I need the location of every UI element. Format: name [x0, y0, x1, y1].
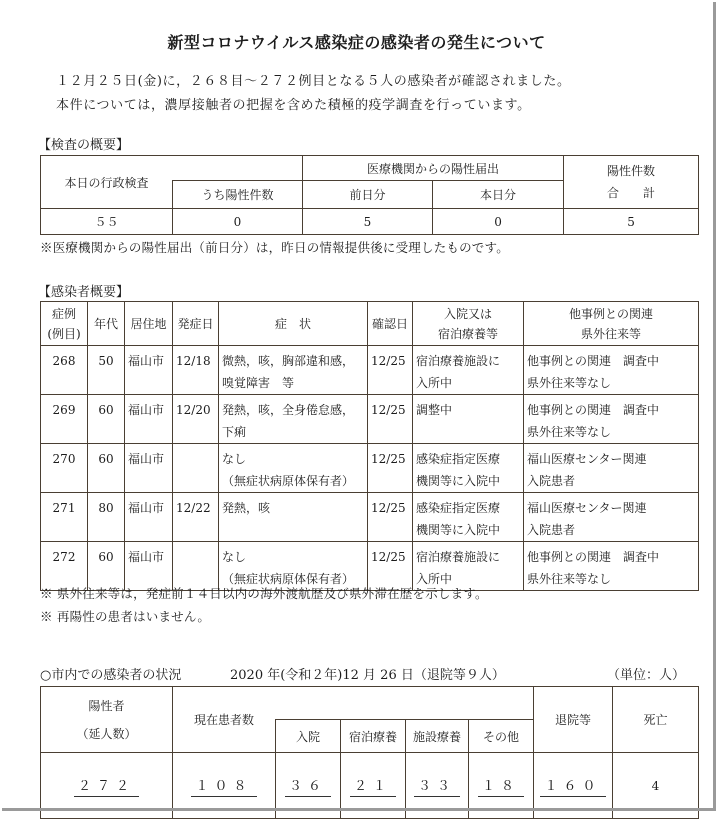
case-age: 60 [88, 542, 125, 591]
value-hotel: ２１ [341, 753, 406, 819]
value-admin-test: ５５ [41, 209, 173, 235]
header-onset: 発症日 [173, 302, 219, 346]
document-title: 新型コロナウイルス感染症の感染者の発生について [167, 33, 546, 52]
header-age: 年代 [88, 302, 125, 346]
header-hospital: 入院又は 宿泊療養等 [413, 302, 524, 346]
value-current: １０８ [173, 753, 276, 819]
case-age: 80 [88, 493, 125, 542]
value-previous-day: 5 [303, 209, 433, 235]
inspection-note: ※医療機関からの陽性届出（前日分）は，昨日の情報提供後に受理したものです。 [40, 240, 509, 255]
header-previous-day: 前日分 [303, 181, 433, 209]
status-unit: （単位：人） [607, 668, 686, 683]
table-row [41, 444, 699, 493]
table-row [41, 395, 699, 444]
value-deaths: 4 [613, 753, 699, 819]
case-onset: 12/18 [173, 346, 219, 395]
header-hotel: 宿泊療養 [341, 720, 406, 753]
case-relation: 他事例との関連 調査中 県外往来等なし [524, 346, 699, 395]
status-table [40, 686, 699, 819]
header-admin-test: 本日の行政検査 [41, 156, 173, 209]
case-age: 60 [88, 395, 125, 444]
case-onset [173, 444, 219, 493]
header-current: 現在患者数 [173, 687, 276, 753]
header-facility: 施設療養 [406, 720, 469, 753]
table-row [41, 346, 699, 395]
header-positive-total: 陽性件数 合 計 [564, 156, 699, 209]
case-residence: 福山市 [125, 346, 173, 395]
header-other: その他 [469, 720, 534, 753]
case-symptoms: 発熱，咳 [219, 493, 368, 542]
case-residence: 福山市 [125, 542, 173, 591]
header-deaths: 死亡 [613, 687, 699, 753]
value-hospitalized: ３６ [276, 753, 341, 819]
case-residence: 福山市 [125, 444, 173, 493]
status-caption: ○市内での感染者の状況 [40, 668, 182, 683]
case-no: 270 [41, 444, 88, 493]
value-facility: ３３ [406, 753, 469, 819]
case-symptoms: なし （無症状病原体保有者） [219, 542, 368, 591]
case-age: 60 [88, 444, 125, 493]
page-shadow-right [713, 2, 716, 810]
cases-table [40, 301, 699, 591]
case-residence: 福山市 [125, 395, 173, 444]
cases-note-1: ※ 県外往来等は，発症前１４日以内の海外渡航歴及び県外滞在歴を示します。 [40, 586, 488, 601]
value-positive: ２７２ [41, 753, 173, 819]
value-today: 0 [433, 209, 564, 235]
case-no: 272 [41, 542, 88, 591]
header-hospitalized: 入院 [276, 720, 341, 753]
case-hospital: 宿泊療養施設に 入所中 [413, 346, 524, 395]
case-relation: 他事例との関連 調査中 県外往来等なし [524, 542, 699, 591]
case-hospital: 感染症指定医療 機関等に入院中 [413, 493, 524, 542]
inspection-section-label: 【検査の概要】 [38, 138, 130, 153]
case-symptoms: なし （無症状病原体保有者） [219, 444, 368, 493]
header-medical-report: 医療機関からの陽性届出 [303, 156, 564, 181]
value-positive-total: 5 [564, 209, 699, 235]
lead-paragraph-line1: １２月２５日(金)に，２６８目～２７２例目となる５人の感染者が確認されました。 [56, 74, 571, 89]
case-confirmed: 12/25 [368, 346, 413, 395]
header-residence: 居住地 [125, 302, 173, 346]
header-blank [173, 156, 303, 181]
cases-section-label: 【感染者概要】 [38, 285, 130, 300]
status-date: 2020 年(令和２年)12 月 26 日（退院等９人） [230, 668, 505, 683]
header-positive: 陽性者 （延人数） [41, 687, 173, 753]
cases-header-row [41, 302, 699, 346]
case-relation: 他事例との関連 調査中 県外往来等なし [524, 395, 699, 444]
header-confirmed: 確認日 [368, 302, 413, 346]
case-onset: 12/22 [173, 493, 219, 542]
page-shadow-bottom [2, 808, 716, 811]
case-hospital: 調整中 [413, 395, 524, 444]
case-no: 271 [41, 493, 88, 542]
inspection-table [40, 155, 699, 235]
header-case-no: 症例 (例目) [41, 302, 88, 346]
value-other: １８ [469, 753, 534, 819]
header-symptoms: 症 状 [219, 302, 368, 346]
case-residence: 福山市 [125, 493, 173, 542]
case-no: 269 [41, 395, 88, 444]
case-relation: 福山医療センター関連 入院患者 [524, 493, 699, 542]
case-confirmed: 12/25 [368, 542, 413, 591]
case-hospital: 宿泊療養施設に 入所中 [413, 542, 524, 591]
case-symptoms: 発熱，咳，全身倦怠感， 下痢 [219, 395, 368, 444]
cases-note-2: ※ 再陽性の患者はいません。 [40, 609, 211, 624]
value-discharged: １６０ [534, 753, 613, 819]
case-confirmed: 12/25 [368, 444, 413, 493]
case-relation: 福山医療センター関連 入院患者 [524, 444, 699, 493]
header-positive-of-which: うち陽性件数 [173, 181, 303, 209]
header-blank [276, 687, 534, 720]
case-onset: 12/20 [173, 395, 219, 444]
case-confirmed: 12/25 [368, 395, 413, 444]
case-hospital: 感染症指定医療 機関等に入院中 [413, 444, 524, 493]
case-age: 50 [88, 346, 125, 395]
table-row [41, 493, 699, 542]
case-symptoms: 微熱，咳，胸部違和感， 嗅覚障害 等 [219, 346, 368, 395]
case-no: 268 [41, 346, 88, 395]
case-confirmed: 12/25 [368, 493, 413, 542]
header-relation: 他事例との関連 県外往来等 [524, 302, 699, 346]
header-discharged: 退院等 [534, 687, 613, 753]
value-positive-of-which: 0 [173, 209, 303, 235]
lead-paragraph-line2: 本件については，濃厚接触者の把握を含めた積極的疫学調査を行っています。 [56, 98, 531, 113]
header-today: 本日分 [433, 181, 564, 209]
